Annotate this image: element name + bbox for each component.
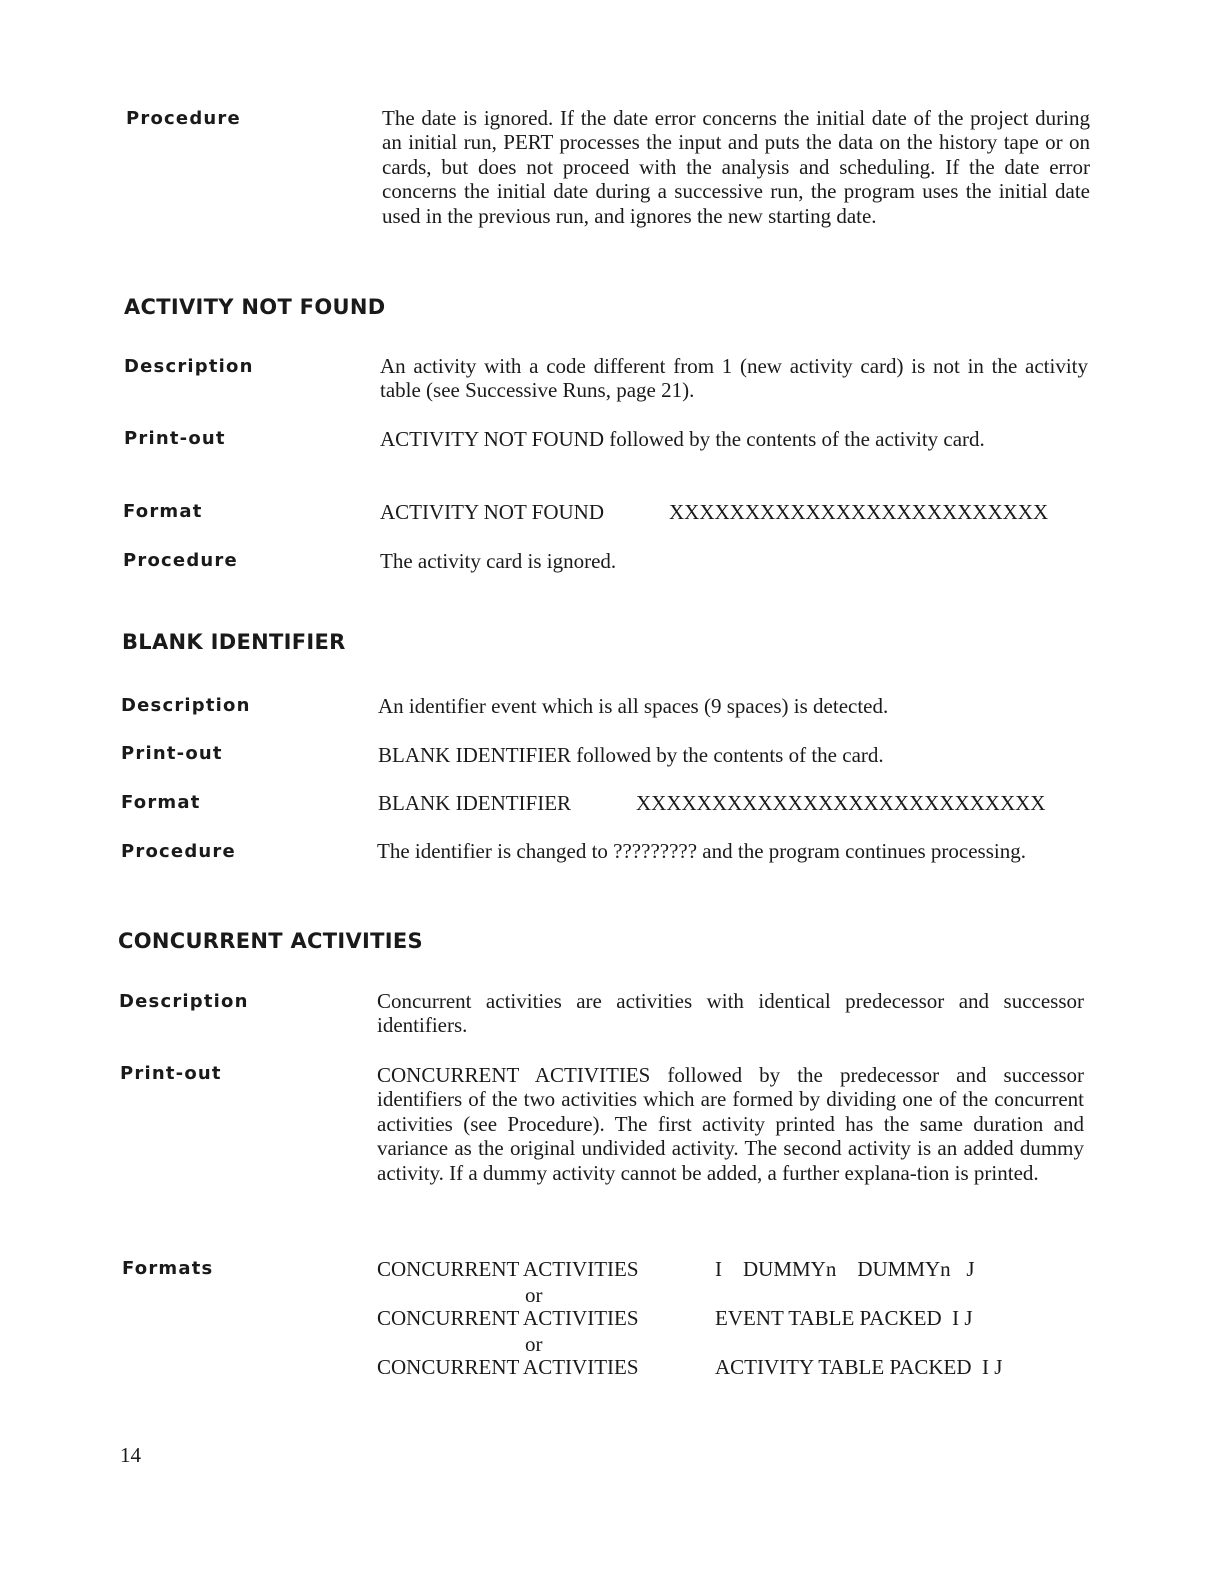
- printout-label: Print-out: [120, 1063, 222, 1084]
- description-label: Description: [121, 695, 251, 716]
- format-right: XXXXXXXXXXXXXXXXXXXXXXXXXXX: [636, 791, 1046, 815]
- procedure-label: Procedure: [126, 108, 241, 129]
- procedure-label: Procedure: [123, 550, 238, 571]
- format-line-3-left: CONCURRENT ACTIVITIES: [377, 1355, 639, 1379]
- printout-label: Print-out: [121, 743, 223, 764]
- procedure-text: The identifier is changed to ????????? and the program continues processing.: [377, 839, 1026, 863]
- format-label: Format: [121, 792, 201, 813]
- description-label: Description: [119, 991, 249, 1012]
- format-line-1-left: CONCURRENT ACTIVITIES: [377, 1257, 639, 1281]
- printout-text: BLANK IDENTIFIER followed by the contents of the card.: [378, 743, 884, 767]
- printout-text: CONCURRENT ACTIVITIES followed by the predecessor and successor identifiers of the two activities which are formed by dividing one of the concurrent activities (see Procedure). The first activity printed has the same duration and variance as the original undivided activity. The second activity is an added dummy activity. If a dummy activity cannot be added, a further explana-tion is printed.: [377, 1063, 1084, 1185]
- section-heading-activity-not-found: ACTIVITY NOT FOUND: [124, 295, 386, 319]
- section-heading-concurrent-activities: CONCURRENT ACTIVITIES: [118, 929, 423, 953]
- printout-text: ACTIVITY NOT FOUND followed by the contents of the activity card.: [380, 427, 985, 451]
- format-line-3-right: ACTIVITY TABLE PACKED I J: [715, 1355, 1003, 1379]
- description-text: Concurrent activities are activities with identical predecessor and successor identifiers.: [377, 989, 1084, 1038]
- description-label: Description: [124, 356, 254, 377]
- or-text: or: [525, 1332, 543, 1356]
- format-left: BLANK IDENTIFIER: [378, 791, 572, 815]
- procedure-text: The date is ignored. If the date error concerns the initial date of the project during an initial run, PERT processes the input and puts the data on the history tape or on cards, but does not proceed with the analysis and scheduling. If the date error concerns the initial date during a successive run, the program uses the initial date used in the previous run, and ignores the new starting date.: [382, 106, 1090, 228]
- format-line-2-left: CONCURRENT ACTIVITIES: [377, 1306, 639, 1330]
- procedure-text: The activity card is ignored.: [380, 549, 617, 573]
- format-line-1-right: I DUMMYn DUMMYn J: [715, 1257, 975, 1281]
- format-right: XXXXXXXXXXXXXXXXXXXXXXXXX: [669, 500, 1049, 524]
- format-left: ACTIVITY NOT FOUND: [380, 500, 604, 524]
- page-number: 14: [120, 1443, 141, 1467]
- or-text: or: [525, 1283, 543, 1307]
- printout-label: Print-out: [124, 428, 226, 449]
- format-label: Format: [123, 501, 203, 522]
- description-text: An identifier event which is all spaces (9 spaces) is detected.: [378, 694, 889, 718]
- section-heading-blank-identifier: BLANK IDENTIFIER: [122, 630, 346, 654]
- format-line-2-right: EVENT TABLE PACKED I J: [715, 1306, 973, 1330]
- formats-label: Formats: [122, 1258, 214, 1279]
- procedure-label: Procedure: [121, 841, 236, 862]
- description-text: An activity with a code different from 1 (new activity card) is not in the activity table (see Successive Runs, page 21).: [380, 354, 1088, 403]
